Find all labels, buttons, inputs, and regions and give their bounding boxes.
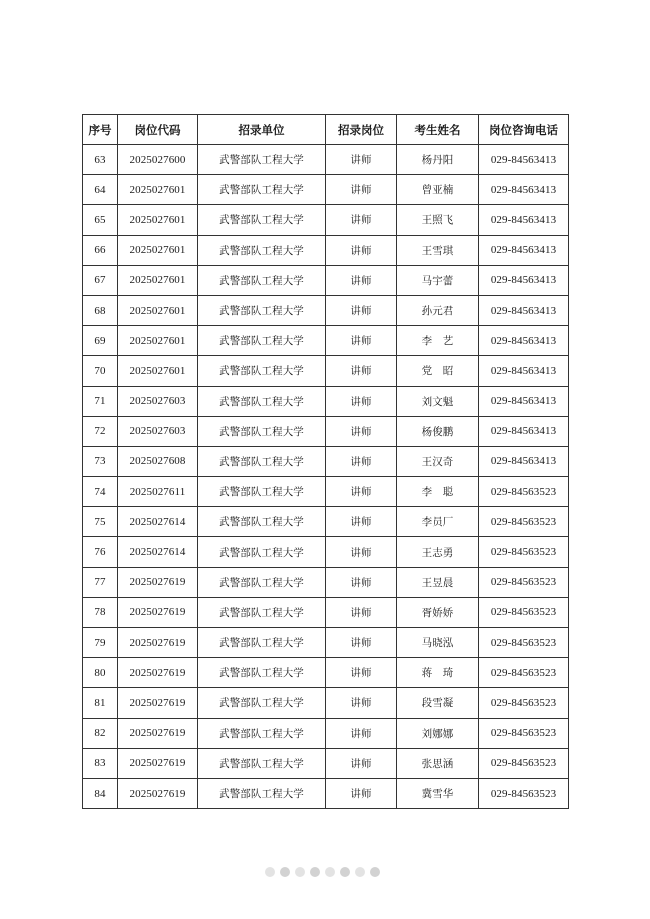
cell-post-code: 2025027614 [118,507,198,537]
cell-consult-phone: 029-84563413 [479,175,569,205]
cell-consult-phone: 029-84563413 [479,205,569,235]
cell-recruiting-post: 讲师 [326,386,397,416]
footer-dot-icon [265,867,275,877]
cell-consult-phone: 029-84563523 [479,537,569,567]
cell-consult-phone: 029-84563523 [479,507,569,537]
cell-consult-phone: 029-84563523 [479,628,569,658]
cell-recruiting-post: 讲师 [326,326,397,356]
cell-candidate-name: 刘娜娜 [397,718,479,748]
cell-post-code: 2025027619 [118,748,198,778]
cell-consult-phone: 029-84563413 [479,446,569,476]
header-consult-phone: 岗位咨询电话 [479,115,569,145]
table-row [83,446,569,476]
table-header-row [83,115,569,145]
cell-candidate-name: 马晓泓 [397,628,479,658]
cell-recruiting-post: 讲师 [326,748,397,778]
cell-post-code: 2025027619 [118,718,198,748]
cell-recruiting-unit: 武警部队工程大学 [198,356,326,386]
table-row [83,145,569,175]
footer-dot-icon [370,867,380,877]
cell-post-code: 2025027619 [118,567,198,597]
cell-candidate-name: 张思涵 [397,748,479,778]
cell-candidate-name: 冀雪华 [397,778,479,808]
cell-index: 84 [83,778,118,808]
table-row [83,778,569,808]
cell-candidate-name: 孙元君 [397,295,479,325]
table-row [83,295,569,325]
cell-post-code: 2025027601 [118,326,198,356]
cell-recruiting-unit: 武警部队工程大学 [198,295,326,325]
table-body [83,145,569,809]
table-row [83,688,569,718]
cell-recruiting-post: 讲师 [326,446,397,476]
table-row [83,265,569,295]
cell-recruiting-post: 讲师 [326,205,397,235]
footer-dot-icon [355,867,365,877]
cell-recruiting-post: 讲师 [326,628,397,658]
cell-recruiting-unit: 武警部队工程大学 [198,265,326,295]
cell-consult-phone: 029-84563523 [479,688,569,718]
cell-candidate-name: 马宇蕾 [397,265,479,295]
cell-index: 66 [83,235,118,265]
cell-recruiting-post: 讲师 [326,507,397,537]
cell-candidate-name: 胥娇娇 [397,597,479,627]
table-row [83,567,569,597]
cell-recruiting-unit: 武警部队工程大学 [198,416,326,446]
cell-candidate-name: 王志勇 [397,537,479,567]
cell-recruiting-unit: 武警部队工程大学 [198,446,326,476]
cell-post-code: 2025027600 [118,145,198,175]
cell-consult-phone: 029-84563523 [479,778,569,808]
cell-recruiting-post: 讲师 [326,356,397,386]
table-row [83,597,569,627]
cell-recruiting-post: 讲师 [326,658,397,688]
cell-index: 63 [83,145,118,175]
footer-dot-icon [280,867,290,877]
header-recruiting-post: 招录岗位 [326,115,397,145]
table-row [83,507,569,537]
cell-index: 79 [83,628,118,658]
cell-candidate-name: 党 昭 [397,356,479,386]
cell-recruiting-post: 讲师 [326,597,397,627]
cell-consult-phone: 029-84563413 [479,326,569,356]
cell-recruiting-post: 讲师 [326,778,397,808]
table-row [83,718,569,748]
cell-index: 83 [83,748,118,778]
table-row [83,658,569,688]
cell-recruiting-unit: 武警部队工程大学 [198,628,326,658]
cell-post-code: 2025027603 [118,416,198,446]
cell-recruiting-unit: 武警部队工程大学 [198,205,326,235]
cell-candidate-name: 王昱晨 [397,567,479,597]
cell-recruiting-unit: 武警部队工程大学 [198,567,326,597]
cell-index: 75 [83,507,118,537]
cell-recruiting-post: 讲师 [326,295,397,325]
cell-post-code: 2025027601 [118,235,198,265]
cell-post-code: 2025027619 [118,688,198,718]
cell-candidate-name: 李 聪 [397,477,479,507]
cell-candidate-name: 蒋 琦 [397,658,479,688]
cell-recruiting-post: 讲师 [326,567,397,597]
cell-consult-phone: 029-84563523 [479,658,569,688]
cell-recruiting-post: 讲师 [326,718,397,748]
cell-index: 65 [83,205,118,235]
cell-index: 74 [83,477,118,507]
footer-dot-icon [325,867,335,877]
cell-index: 71 [83,386,118,416]
cell-index: 73 [83,446,118,476]
table-row [83,205,569,235]
cell-post-code: 2025027601 [118,356,198,386]
cell-index: 72 [83,416,118,446]
footer-dot-icon [295,867,305,877]
cell-recruiting-unit: 武警部队工程大学 [198,235,326,265]
cell-candidate-name: 王照飞 [397,205,479,235]
cell-recruiting-post: 讲师 [326,416,397,446]
table-row [83,326,569,356]
cell-consult-phone: 029-84563413 [479,265,569,295]
table-row [83,386,569,416]
cell-post-code: 2025027601 [118,265,198,295]
cell-recruiting-unit: 武警部队工程大学 [198,175,326,205]
cell-index: 78 [83,597,118,627]
cell-post-code: 2025027619 [118,628,198,658]
header-recruiting-unit: 招录单位 [198,115,326,145]
header-candidate-name: 考生姓名 [397,115,479,145]
cell-candidate-name: 王汉奇 [397,446,479,476]
cell-candidate-name: 李 艺 [397,326,479,356]
footer-dot-icon [310,867,320,877]
cell-index: 80 [83,658,118,688]
cell-consult-phone: 029-84563413 [479,295,569,325]
cell-candidate-name: 杨丹阳 [397,145,479,175]
cell-post-code: 2025027601 [118,295,198,325]
cell-recruiting-unit: 武警部队工程大学 [198,507,326,537]
table-row [83,628,569,658]
cell-index: 64 [83,175,118,205]
cell-index: 69 [83,326,118,356]
cell-recruiting-unit: 武警部队工程大学 [198,477,326,507]
cell-recruiting-post: 讲师 [326,235,397,265]
cell-recruiting-unit: 武警部队工程大学 [198,718,326,748]
cell-recruiting-post: 讲师 [326,688,397,718]
cell-recruiting-post: 讲师 [326,477,397,507]
table-row [83,748,569,778]
cell-consult-phone: 029-84563413 [479,416,569,446]
cell-recruiting-post: 讲师 [326,265,397,295]
cell-index: 68 [83,295,118,325]
cell-index: 82 [83,718,118,748]
cell-candidate-name: 杨俊鹏 [397,416,479,446]
cell-candidate-name: 段雪凝 [397,688,479,718]
cell-recruiting-unit: 武警部队工程大学 [198,145,326,175]
cell-index: 81 [83,688,118,718]
table-row [83,175,569,205]
cell-consult-phone: 029-84563413 [479,235,569,265]
cell-post-code: 2025027611 [118,477,198,507]
cell-post-code: 2025027614 [118,537,198,567]
header-index: 序号 [83,115,118,145]
cell-candidate-name: 李员厂 [397,507,479,537]
cell-recruiting-unit: 武警部队工程大学 [198,537,326,567]
cell-post-code: 2025027619 [118,597,198,627]
cell-consult-phone: 029-84563523 [479,748,569,778]
header-post-code: 岗位代码 [118,115,198,145]
cell-index: 70 [83,356,118,386]
cell-post-code: 2025027601 [118,175,198,205]
cell-recruiting-post: 讲师 [326,537,397,567]
cell-candidate-name: 曾亚楠 [397,175,479,205]
cell-consult-phone: 029-84563523 [479,567,569,597]
cell-post-code: 2025027601 [118,205,198,235]
cell-recruiting-unit: 武警部队工程大学 [198,597,326,627]
table-row [83,477,569,507]
cell-recruiting-unit: 武警部队工程大学 [198,326,326,356]
cell-post-code: 2025027608 [118,446,198,476]
cell-recruiting-post: 讲师 [326,145,397,175]
table-row [83,235,569,265]
cell-post-code: 2025027603 [118,386,198,416]
cell-post-code: 2025027619 [118,778,198,808]
table-row [83,416,569,446]
cell-recruiting-unit: 武警部队工程大学 [198,748,326,778]
cell-consult-phone: 029-84563523 [479,718,569,748]
cell-index: 67 [83,265,118,295]
cell-recruiting-unit: 武警部队工程大学 [198,658,326,688]
footer-dot-icon [340,867,350,877]
cell-recruiting-unit: 武警部队工程大学 [198,778,326,808]
cell-candidate-name: 王雪琪 [397,235,479,265]
cell-recruiting-unit: 武警部队工程大学 [198,688,326,718]
cell-consult-phone: 029-84563523 [479,477,569,507]
page-footer-watermark [265,864,385,880]
cell-consult-phone: 029-84563523 [479,597,569,627]
cell-index: 77 [83,567,118,597]
cell-recruiting-unit: 武警部队工程大学 [198,386,326,416]
cell-index: 76 [83,537,118,567]
candidate-table [82,114,569,809]
cell-post-code: 2025027619 [118,658,198,688]
cell-consult-phone: 029-84563413 [479,356,569,386]
table-row [83,537,569,567]
cell-consult-phone: 029-84563413 [479,386,569,416]
cell-consult-phone: 029-84563413 [479,145,569,175]
cell-candidate-name: 刘文魁 [397,386,479,416]
cell-recruiting-post: 讲师 [326,175,397,205]
table-row [83,356,569,386]
